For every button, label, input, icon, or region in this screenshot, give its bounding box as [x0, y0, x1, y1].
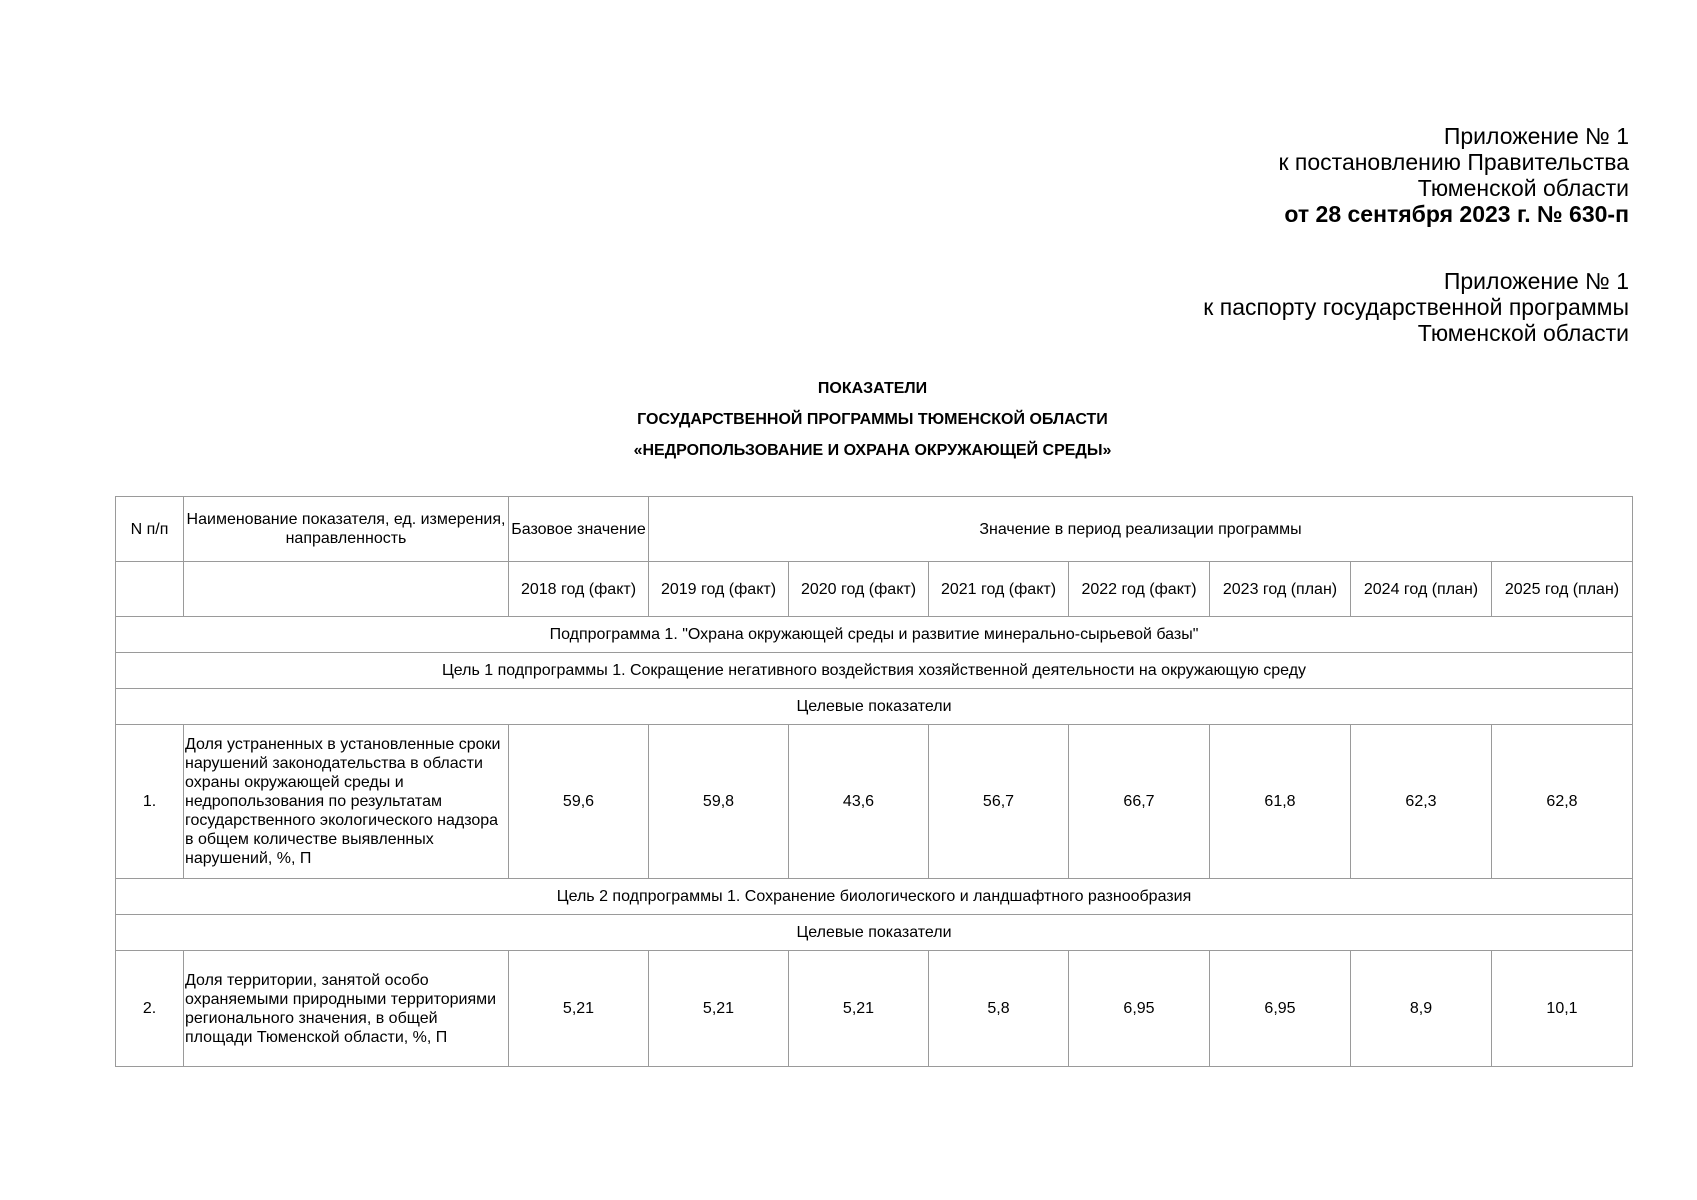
- subprogram-title: Подпрограмма 1. "Охрана окружающей среды и развитие минерально-сырьевой базы": [116, 617, 1633, 653]
- subprogram-row: [116, 617, 1633, 653]
- attachment-region: Тюменской области: [1417, 320, 1629, 346]
- goal-2-title: Цель 2 подпрограммы 1. Сохранение биологического и ландшафтного разнообразия: [116, 879, 1633, 915]
- value-cell: 62,8: [1492, 725, 1633, 879]
- value-cell: 5,8: [929, 951, 1069, 1067]
- value-cell: 6,95: [1210, 951, 1351, 1067]
- table-years-row: [116, 562, 1633, 617]
- goal-2-indicators-label: Целевые показатели: [116, 915, 1633, 951]
- indicators-group-row: [116, 915, 1633, 951]
- indicators-group-row: [116, 689, 1633, 725]
- title-line-2: ГОСУДАРСТВЕННОЙ ПРОГРАММЫ ТЮМЕНСКОЙ ОБЛАСТИ: [637, 411, 1108, 428]
- indicators-table: [115, 496, 1633, 1067]
- value-cell: 56,7: [929, 725, 1069, 879]
- resolution-date-number: от 28 сентября 2023 г. № 630-п: [1284, 201, 1629, 227]
- value-cell: 8,9: [1351, 951, 1492, 1067]
- header-empty: [116, 562, 184, 617]
- indicator-name: Доля устраненных в установленные сроки нарушений законодательства в области охраны окружающей среды и недропользования по результатам государственного экологического надзора в общем количестве выявленных нарушений, %, П: [184, 725, 509, 879]
- header-year: 2021 год (факт): [929, 562, 1069, 617]
- indicator-name: Доля территории, занятой особо охраняемыми природными территориями регионального значения, в общей площади Тюменской области, %, П: [184, 951, 509, 1067]
- header-base: Базовое значение: [509, 497, 649, 562]
- value-cell: 62,3: [1351, 725, 1492, 879]
- document-title: [0, 373, 1697, 466]
- header-year: 2018 год (факт): [509, 562, 649, 617]
- attachment-number: Приложение № 1: [1443, 268, 1629, 294]
- header-year: 2024 год (план): [1351, 562, 1492, 617]
- header-year: 2020 год (факт): [789, 562, 929, 617]
- passport-attachment-header: [1203, 268, 1629, 346]
- row-num: 1.: [116, 725, 184, 879]
- goal-row: [116, 879, 1633, 915]
- row-num: 2.: [116, 951, 184, 1067]
- title-line-3: «НЕДРОПОЛЬЗОВАНИЕ И ОХРАНА ОКРУЖАЮЩЕЙ СРЕДЫ»: [633, 442, 1112, 459]
- table-header-row: [116, 497, 1633, 562]
- header-year: 2025 год (план): [1492, 562, 1633, 617]
- header-name: Наименование показателя, ед. измерения, направленность: [184, 497, 509, 562]
- attachment-reference: к постановлению Правительства: [1278, 149, 1629, 175]
- table-row: [116, 951, 1633, 1067]
- value-cell: 5,21: [649, 951, 789, 1067]
- goal-row: [116, 653, 1633, 689]
- header-year: 2019 год (факт): [649, 562, 789, 617]
- value-cell: 61,8: [1210, 725, 1351, 879]
- value-cell: 59,8: [649, 725, 789, 879]
- value-cell: 10,1: [1492, 951, 1633, 1067]
- attachment-region: Тюменской области: [1417, 175, 1629, 201]
- header-year: 2022 год (факт): [1069, 562, 1210, 617]
- value-cell: 5,21: [789, 951, 929, 1067]
- value-cell: 5,21: [509, 951, 649, 1067]
- value-cell: 66,7: [1069, 725, 1210, 879]
- resolution-attachment-header: [1278, 123, 1629, 227]
- header-year: 2023 год (план): [1210, 562, 1351, 617]
- table-row: [116, 725, 1633, 879]
- header-num: N п/п: [116, 497, 184, 562]
- goal-1-indicators-label: Целевые показатели: [116, 689, 1633, 725]
- header-period: Значение в период реализации программы: [649, 497, 1633, 562]
- attachment-reference: к паспорту государственной программы: [1203, 294, 1629, 320]
- value-cell: 59,6: [509, 725, 649, 879]
- goal-1-title: Цель 1 подпрограммы 1. Сокращение негативного воздействия хозяйственной деятельности на окружающую среду: [116, 653, 1633, 689]
- value-cell: 43,6: [789, 725, 929, 879]
- title-line-1: ПОКАЗАТЕЛИ: [817, 380, 928, 397]
- header-empty: [184, 562, 509, 617]
- value-cell: 6,95: [1069, 951, 1210, 1067]
- attachment-number: Приложение № 1: [1443, 123, 1629, 149]
